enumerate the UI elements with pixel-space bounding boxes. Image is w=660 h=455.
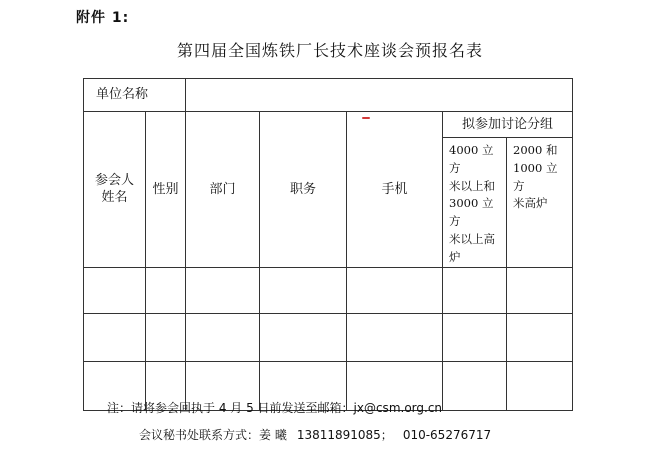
group-b-cell[interactable] — [507, 313, 573, 361]
group-a-header — [443, 138, 507, 268]
group-a-line: 炉 — [449, 249, 461, 264]
group-b-line: 1000 立方 — [513, 160, 558, 193]
unit-name-field[interactable] — [186, 79, 573, 112]
unit-name-row — [84, 79, 573, 112]
position-cell[interactable] — [260, 313, 347, 361]
group-a-line: 米以上高 — [449, 232, 496, 247]
mobile-header: 手机 — [347, 112, 443, 268]
contact-phone-office: 010-65276717 — [402, 428, 492, 442]
position-header: 职务 — [260, 112, 347, 268]
table-row — [84, 313, 573, 361]
mobile-cell[interactable] — [347, 267, 443, 313]
secretariat-contact — [139, 426, 491, 443]
red-pen-mark — [362, 117, 370, 119]
group-a-cell[interactable] — [443, 267, 507, 313]
gender-cell[interactable] — [146, 267, 186, 313]
group-a-line: 米以上和 — [449, 178, 496, 193]
group-b-cell[interactable] — [507, 267, 573, 313]
group-b-line: 米高炉 — [513, 196, 548, 211]
group-a-line: 4000 立方 — [449, 143, 494, 175]
attendee-name-header-line1: 参会人 — [94, 172, 134, 188]
attendee-name-cell[interactable] — [84, 313, 146, 361]
mobile-cell[interactable] — [347, 313, 443, 361]
attendee-name-header — [84, 112, 146, 268]
group-a-line: 3000 立方 — [449, 196, 494, 229]
position-cell[interactable] — [260, 267, 347, 313]
group-b-cell[interactable] — [507, 361, 573, 410]
gender-cell[interactable] — [146, 313, 186, 361]
contact-label: 会议秘书处联系方式：姜 曦 — [139, 428, 287, 442]
attachment-label: 附件 1: — [76, 10, 130, 26]
department-cell[interactable] — [186, 267, 260, 313]
department-cell[interactable] — [186, 313, 260, 361]
gender-header: 性别 — [146, 112, 186, 268]
header-row-top — [84, 112, 573, 138]
group-b-line: 2000 和 — [513, 143, 558, 157]
form-title: 第四届全国炼铁厂长技术座谈会预报名表 — [176, 41, 483, 60]
contact-phone-mobile: 13811891085； — [296, 428, 393, 442]
discussion-group-header: 拟参加讨论分组 — [443, 112, 573, 138]
unit-name-label: 单位名称 — [84, 79, 186, 112]
registration-table — [83, 78, 573, 411]
table-row — [84, 267, 573, 313]
submission-note: 注：请将参会回执于 4 月 5 日前发送至邮箱：jx@csm.org.cn — [107, 401, 443, 415]
group-b-header — [507, 138, 573, 268]
attendee-name-cell[interactable] — [84, 267, 146, 313]
attendee-name-header-line2: 姓名 — [101, 190, 128, 206]
group-a-cell[interactable] — [443, 361, 507, 410]
group-a-cell[interactable] — [443, 313, 507, 361]
department-header: 部门 — [186, 112, 260, 268]
